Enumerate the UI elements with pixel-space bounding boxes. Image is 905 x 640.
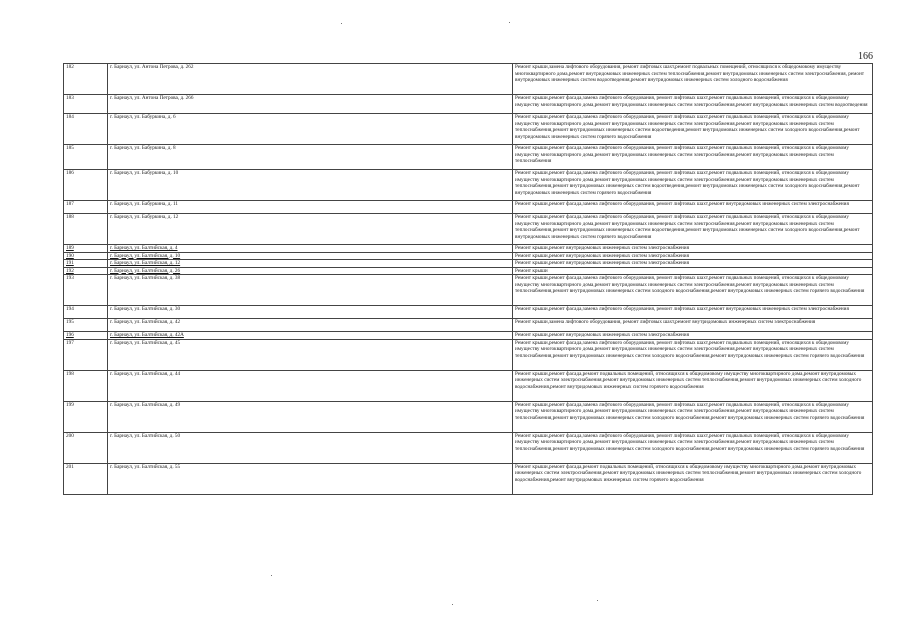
row-works: Ремонт крыши,ремонт фасада,замена лифтового оборудования, ремонт лифтовых шахт,ремонт подвальных помещений, относящихся к общедомовому имуществу многоквартирного дома,ремонт внутридомовых инженерных систем электроснабжения,ремонт внутридомовых инженерных систем теплоснабжения,ремонт внутридомовых инженерных систем холодного водоснабжения,ремонт внутридомовых инженерных систем горячего водоснабжения	[513, 401, 873, 432]
row-number: 198	[64, 370, 108, 401]
scan-speck	[452, 604, 453, 605]
row-number: 186	[64, 170, 108, 201]
row-address: г. Барнаул, ул. Бабуркина, д. 8	[108, 145, 513, 170]
row-address: г. Барнаул, ул. Бабуркина, д. 6	[108, 114, 513, 145]
row-number: 191	[64, 260, 108, 268]
row-works: Ремонт крыши,ремонт фасада,замена лифтового оборудования, ремонт лифтовых шахт,ремонт подвальных помещений, относящихся к общедомовому имуществу многоквартирного дома,ремонт внутридомовых инженерных систем электроснабжения,ремонт внутридомовых инженерных систем водоотведения	[513, 95, 873, 114]
table-row	[64, 145, 873, 170]
row-number: 200	[64, 432, 108, 463]
table-row	[64, 260, 873, 268]
row-works: Ремонт крыши,ремонт фасада,замена лифтового оборудования, ремонт лифтовых шахт,ремонт подвальных помещений, относящихся к общедомовому имуществу многоквартирного дома,ремонт внутридомовых инженерных систем электроснабжения,ремонт внутридомовых инженерных систем теплоснабжения,ремонт внутридомовых инженерных систем холодного водоснабжения,ремонт внутридомовых инженерных систем горячего водоснабжения	[513, 432, 873, 463]
table-row	[64, 64, 873, 95]
table-row	[64, 245, 873, 253]
row-works: Ремонт крыши,ремонт фасада,ремонт подвальных помещений, относящихся к общедомовому имуществу многоквартирного дома,ремонт внутридомовых инженерных систем электроснабжения,ремонт внутридомовых инженерных систем теплоснабжения,ремонт внутридомовых инженерных систем холодного водоснабжения,ремонт внутридомовых инженерных систем горячего водоснабжения	[513, 463, 873, 494]
row-number: 195	[64, 319, 108, 332]
row-works: Ремонт крыши,ремонт фасада,замена лифтового оборудования, ремонт лифтовых шахт,ремонт подвальных помещений, относящихся к общедомовому имуществу многоквартирного дома,ремонт внутридомовых инженерных систем электроснабжения,ремонт внутридомовых инженерных систем теплоснабжения,ремонт внутридомовых инженерных систем водоотведения,ремонт внутридомовых инженерных систем холодного водоснабжения,ремонт внутридомовых инженерных систем горячего водоснабжения	[513, 170, 873, 201]
row-number: 183	[64, 95, 108, 114]
table-row	[64, 95, 873, 114]
row-works: Ремонт крыши,ремонт фасада,замена лифтового оборудования, ремонт лифтовых шахт,ремонт внутридомовых инженерных систем электроснабжения	[513, 201, 873, 214]
row-number: 197	[64, 339, 108, 370]
table-row	[64, 170, 873, 201]
scan-speck	[509, 22, 510, 23]
row-number: 196	[64, 332, 108, 340]
row-works: Ремонт крыши,ремонт фасада,замена лифтового оборудования, ремонт лифтовых шахт,ремонт подвальных помещений, относящихся к общедомовому имуществу многоквартирного дома,ремонт внутридомовых инженерных систем электроснабжения,ремонт внутридомовых инженерных систем теплоснабжения,ремонт внутридомовых инженерных систем водоотведения,ремонт внутридомовых инженерных систем холодного водоснабжения,ремонт внутридомовых инженерных систем горячего водоснабжения	[513, 114, 873, 145]
row-address: г. Барнаул, ул. Балтийская, д. 50	[108, 432, 513, 463]
row-address: г. Барнаул, ул. Балтийская, д. 45	[108, 339, 513, 370]
row-address: г. Барнаул, ул. Балтийская, д. 10	[108, 252, 513, 260]
table-row	[64, 201, 873, 214]
row-works: Ремонт крыши,ремонт внутридомовых инженерных систем электроснабжения	[513, 332, 873, 340]
scan-speck	[341, 23, 342, 24]
row-address: г. Барнаул, ул. Бабуркина, д. 10	[108, 170, 513, 201]
row-address: г. Барнаул, ул. Балтийская, д. 42А	[108, 332, 513, 340]
table-row	[64, 432, 873, 463]
row-number: 193	[64, 275, 108, 306]
table-row	[64, 463, 873, 494]
row-address: г. Барнаул, ул. Бабуркина, д. 11	[108, 201, 513, 214]
row-works: Ремонт крыши,ремонт фасада,замена лифтового оборудования, ремонт лифтовых шахт,ремонт подвальных помещений, относящихся к общедомовому имуществу многоквартирного дома,ремонт внутридомовых инженерных систем электроснабжения,ремонт внутридомовых инженерных систем теплоснабжения,ремонт внутридомовых инженерных систем водоотведения,ремонт внутридомовых инженерных систем холодного водоснабжения,ремонт внутридомовых инженерных систем горячего водоснабжения	[513, 214, 873, 245]
row-number: 201	[64, 463, 108, 494]
table-row	[64, 319, 873, 332]
table-row	[64, 306, 873, 319]
row-number: 188	[64, 214, 108, 245]
row-works: Ремонт крыши,ремонт внутридомовых инженерных систем электроснабжения	[513, 252, 873, 260]
repair-registry-table	[63, 63, 873, 495]
row-address: г. Барнаул, ул. Балтийская, д. 44	[108, 370, 513, 401]
table-row	[64, 275, 873, 306]
row-works: Ремонт крыши,ремонт внутридомовых инженерных систем электроснабжения	[513, 260, 873, 268]
table-row	[64, 401, 873, 432]
row-address: г. Барнаул, ул. Балтийская, д. 30	[108, 306, 513, 319]
page-number: 166	[858, 51, 873, 62]
row-address: г. Барнаул, ул. Балтийская, д. 4	[108, 245, 513, 253]
table-row	[64, 267, 873, 275]
row-number: 199	[64, 401, 108, 432]
row-number: 189	[64, 245, 108, 253]
table-row	[64, 332, 873, 340]
table-row	[64, 214, 873, 245]
row-address: г. Барнаул, ул. Балтийская, д. 26	[108, 267, 513, 275]
row-number: 194	[64, 306, 108, 319]
scan-speck	[271, 575, 272, 576]
row-works: Ремонт крыши,замена лифтового оборудования, ремонт лифтовых шахт,ремонт внутридомовых инженерных систем электроснабжения	[513, 319, 873, 332]
row-number: 187	[64, 201, 108, 214]
row-number: 185	[64, 145, 108, 170]
row-address: г. Барнаул, ул. Балтийская, д. 38	[108, 275, 513, 306]
row-number: 182	[64, 64, 108, 95]
row-address: г. Барнаул, ул. Балтийская, д. 12	[108, 260, 513, 268]
row-works: Ремонт крыши,ремонт внутридомовых инженерных систем электроснабжения	[513, 245, 873, 253]
row-works: Ремонт крыши,ремонт фасада,замена лифтового оборудования, ремонт лифтовых шахт,ремонт подвальных помещений, относящихся к общедомовому имуществу многоквартирного дома,ремонт внутридомовых инженерных систем электроснабжения,ремонт внутридомовых инженерных систем теплоснабжения,ремонт внутридомовых инженерных систем холодного водоснабжения,ремонт внутридомовых инженерных систем горячего водоснабжения	[513, 339, 873, 370]
row-works: Ремонт крыши,ремонт фасада,замена лифтового оборудования, ремонт лифтовых шахт,ремонт подвальных помещений, относящихся к общедомовому имуществу многоквартирного дома,ремонт внутридомовых инженерных систем электроснабжения,ремонт внутридомовых инженерных систем теплоснабжения,ремонт внутридомовых инженерных систем холодного водоснабжения,ремонт внутридомовых инженерных систем горячего водоснабжения	[513, 275, 873, 306]
row-works: Ремонт крыши,ремонт фасада,замена лифтового оборудования, ремонт лифтовых шахт,ремонт подвальных помещений, относящихся к общедомовому имуществу многоквартирного дома,ремонт внутридомовых инженерных систем электроснабжения,ремонт внутридомовых инженерных систем теплоснабжения	[513, 145, 873, 170]
row-address: г. Барнаул, ул. Балтийская, д. 55	[108, 463, 513, 494]
row-number: 192	[64, 267, 108, 275]
row-works: Ремонт крыши,замена лифтового оборудования, ремонт лифтовых шахт,ремонт подвальных помещений, относящихся к общедомовому имуществу многоквартирного дома,ремонт внутридомовых инженерных систем теплоснабжения,ремонт внутридомовых инженерных систем электроснабжения, ремонт внутридомовых инженерных систем водоотведения,ремонт внутридомовых инженерных систем холодного водоснабжения	[513, 64, 873, 95]
row-address: г. Барнаул, ул. Антона Петрова, д. 266	[108, 95, 513, 114]
row-works: Ремонт крыши,ремонт фасада,ремонт подвальных помещений, относящихся к общедомовому имуществу многоквартирного дома,ремонт внутридомовых инженерных систем электроснабжения,ремонт внутридомовых инженерных систем теплоснабжения,ремонт внутридомовых инженерных систем холодного водоснабжения,ремонт внутридомовых инженерных систем горячего водоснабжения	[513, 370, 873, 401]
scan-speck	[597, 600, 598, 601]
row-address: г. Барнаул, ул. Антона Петрова, д. 262	[108, 64, 513, 95]
row-address: г. Барнаул, ул. Балтийская, д. 42	[108, 319, 513, 332]
table-row	[64, 339, 873, 370]
row-address: г. Барнаул, ул. Бабуркина, д. 12	[108, 214, 513, 245]
row-works: Ремонт крыши,ремонт фасада,замена лифтового оборудования, ремонт лифтовых шахт,ремонт внутридомовых инженерных систем электроснабжения	[513, 306, 873, 319]
row-number: 190	[64, 252, 108, 260]
row-number: 184	[64, 114, 108, 145]
row-works: Ремонт крыши	[513, 267, 873, 275]
table-row	[64, 252, 873, 260]
table-row	[64, 114, 873, 145]
table-row	[64, 370, 873, 401]
row-address: г. Барнаул, ул. Балтийская, д. 49	[108, 401, 513, 432]
